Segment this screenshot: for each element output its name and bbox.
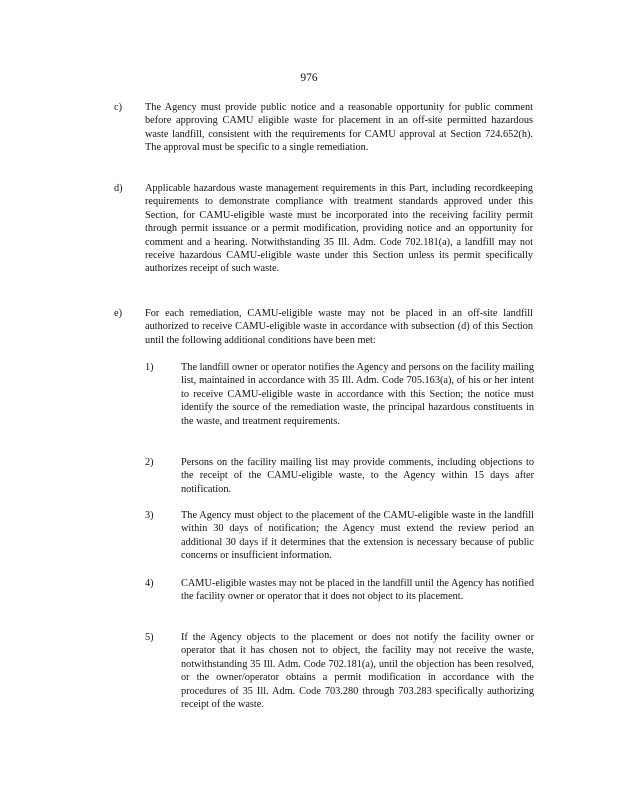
paragraph-text: Persons on the facility mailing list may provide comments, including objections to the receipt of the CAMU-eligible waste, to the Agency within 15 days after notification. (181, 457, 534, 495)
paragraph-text: The landfill owner or operator notifies the Agency and persons on the facility mailing list, maintained in accordance with 35 Ill. Adm. Code 705.163(a), of his or her intent to receive CAMU-eligible waste in accordance with this Section; the notice must identify the source of the remediation waste, the principal hazardous constituents in the waste, and treatment requirements. (181, 362, 534, 427)
subsection-label: c) (114, 102, 122, 113)
paragraph-label: 2) (145, 457, 154, 468)
paragraph-label: 4) (145, 578, 154, 589)
paragraph-text: The Agency must object to the placement of the CAMU-eligible waste in the landfill within 30 days of notification; the Agency must extend the review period an additional 30 days if it determines that the extension is necessary because of public concerns or insufficient information. (181, 510, 534, 562)
subsection-text: Applicable hazardous waste management requirements in this Part, including recordkeeping requirements to demonstrate compliance with treatment standards approved under this Section, for CAMU-eligible waste must be incorporated into the receiving facility permit through permit issuance or a permit modification, providing notice and an opportunity for comment and a hearing. Notwithstanding 35 Ill. Adm. Code 702.181(a), a landfill may not receive hazardous CAMU-eligible waste under this Section unless its permit specifically authorizes receipt of such waste. (145, 183, 533, 275)
subsection-text: The Agency must provide public notice and a reasonable opportunity for public comment before approving CAMU eligible waste for placement in an off-site permitted hazardous waste landfill, consistent with the requirements for CAMU approval at Section 724.652(h). The approval must be specific to a single remediation. (145, 102, 533, 154)
paragraph-label: 5) (145, 632, 154, 643)
subsection-label: e) (114, 308, 122, 319)
paragraph-label: 1) (145, 362, 154, 373)
subsection-text: For each remediation, CAMU-eligible waste may not be placed in an off-site landfill authorized to receive CAMU-eligible waste in accordance with subsection (d) of this Section until the following additional conditions have been met: (145, 308, 533, 346)
page-number: 976 (300, 72, 318, 84)
paragraph-text: If the Agency objects to the placement or does not notify the facility owner or operator that it has chosen not to object, the facility may not receive the waste, notwithstanding 35 Ill. Adm. Code 702.181(a), until the objection has been resolved, or the owner/operator obtains a permit modification in accordance with the procedures of 35 Ill. Adm. Code 703.280 through 703.283 specifically authorizing receipt of the waste. (181, 632, 534, 711)
paragraph-text: CAMU-eligible wastes may not be placed in the landfill until the Agency has notified the facility owner or operator that it does not object to its placement. (181, 578, 534, 603)
paragraph-label: 3) (145, 510, 154, 521)
subsection-label: d) (114, 183, 123, 194)
